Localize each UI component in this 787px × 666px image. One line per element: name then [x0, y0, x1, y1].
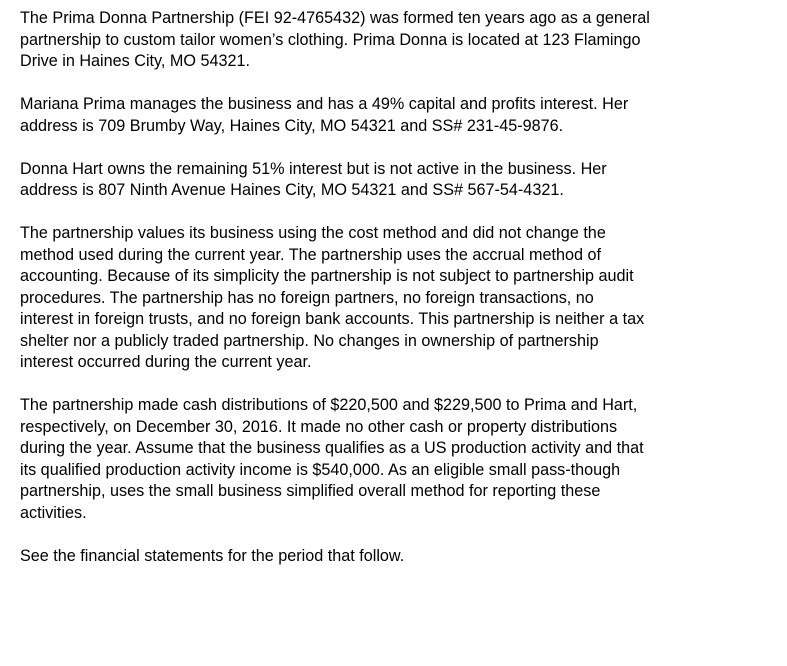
text-line: procedures. The partnership has no foreign partners, no foreign transactions, no	[20, 288, 594, 307]
text-line: accounting. Because of its simplicity the partnership is not subject to partnership audit	[20, 267, 634, 285]
text-line: during the year. Assume that the business qualifies as a US production activity and that	[20, 439, 644, 457]
text-line: partnership to custom tailor women’s clothing. Prima Donna is located at 123 Flamingo	[20, 30, 641, 49]
text-line: Donna Hart owns the remaining 51% interest but is not active in the business. Her	[20, 159, 607, 178]
text-line: its qualified production activity income is $540,000. As an eligible small pass-though	[20, 460, 621, 479]
text-line: See the financial statements for the period that follow.	[20, 546, 405, 565]
document-body	[20, 8, 772, 589]
text-line: interest occurred during the current year.	[20, 353, 312, 371]
text-line: The partnership values its business using the cost method and did not change the	[20, 224, 606, 242]
text-line: shelter nor a publicly traded partnership. No changes in ownership of partnership	[20, 331, 599, 350]
text-line: activities.	[20, 503, 87, 522]
text-line: The Prima Donna Partnership (FEI 92-4765432) was formed ten years ago as a general	[20, 9, 650, 27]
paragraph-cash-distributions	[20, 395, 772, 524]
text-line: Mariana Prima manages the business and has a 49% capital and profits interest. Her	[20, 95, 629, 113]
text-line: address is 807 Ninth Avenue Haines City, MO 54321 and SS# 567-54-4321.	[20, 181, 564, 199]
text-line: Drive in Haines City, MO 54321.	[20, 52, 251, 70]
paragraph-financial-statements-note	[20, 546, 772, 568]
paragraph-donna-hart	[20, 159, 772, 202]
paragraph-partnership-overview	[20, 8, 772, 73]
paragraph-mariana-prima	[20, 94, 772, 137]
text-line: partnership, uses the small business simplified overall method for reporting these	[20, 482, 601, 500]
text-line: address is 709 Brumby Way, Haines City, MO 54321 and SS# 231-45-9876.	[20, 116, 564, 135]
paragraph-accounting-methods	[20, 223, 772, 374]
text-line: method used during the current year. The partnership uses the accrual method of	[20, 245, 601, 264]
text-line: The partnership made cash distributions of $220,500 and $229,500 to Prima and Hart,	[20, 396, 638, 414]
text-line: interest in foreign trusts, and no foreign bank accounts. This partnership is neither a tax	[20, 310, 645, 328]
text-line: respectively, on December 30, 2016. It made no other cash or property distributions	[20, 417, 618, 436]
